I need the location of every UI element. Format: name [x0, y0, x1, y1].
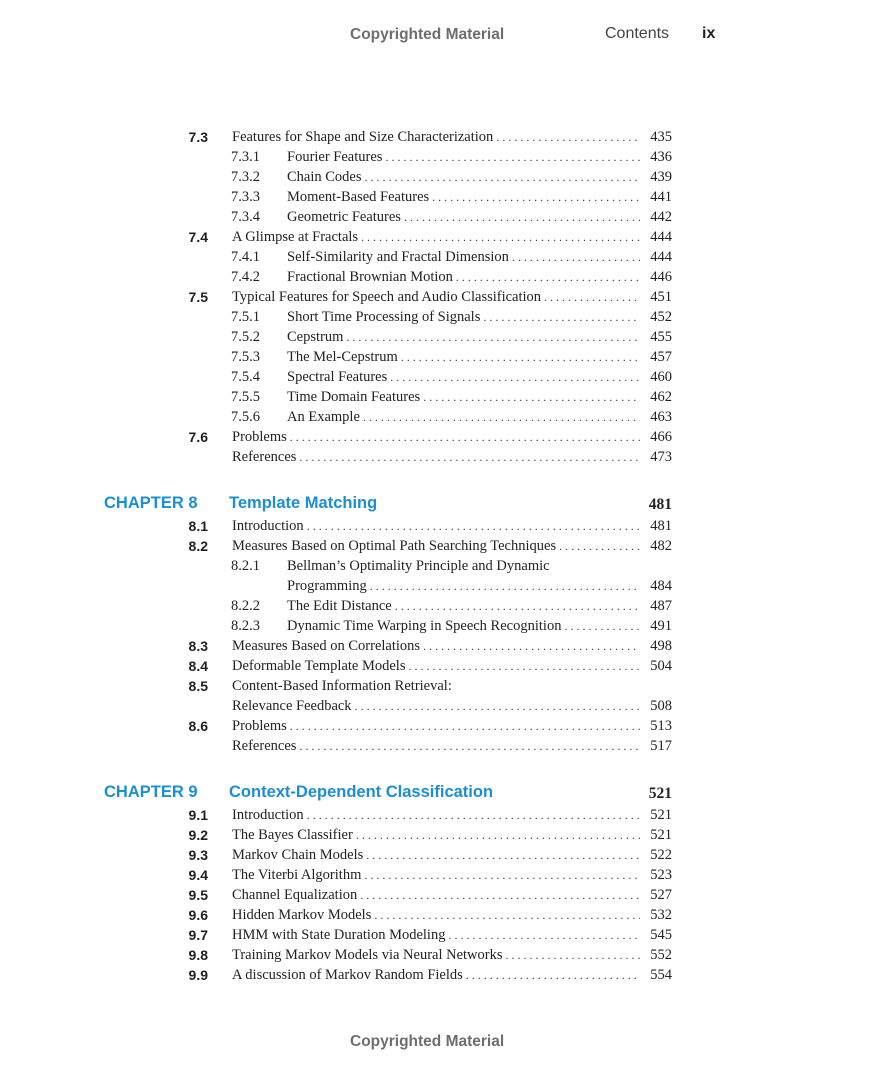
dot-leader [448, 925, 640, 945]
entry-page-number: 532 [650, 907, 672, 923]
dot-leader [559, 536, 640, 556]
entry-title-row [232, 905, 640, 925]
entry-page-number: 481 [650, 518, 672, 534]
entry-title-row [287, 387, 640, 407]
entry-title[interactable]: Self-Similarity and Fractal Dimension [287, 247, 512, 267]
toc-entry[interactable] [0, 427, 870, 447]
entry-title-row [232, 427, 640, 447]
entry-title[interactable]: The Bayes Classifier [232, 825, 356, 845]
entry-title-row [232, 716, 640, 736]
dot-leader [360, 885, 640, 905]
entry-title-row [232, 885, 640, 905]
toc-entry[interactable] [0, 656, 870, 676]
entry-title[interactable]: Time Domain Features [287, 387, 423, 407]
dot-leader [363, 407, 640, 427]
entry-page-number: 442 [650, 209, 672, 225]
entry-page-number: 517 [650, 738, 672, 754]
toc-entry[interactable] [0, 616, 870, 636]
chapter-page: 481 [648, 496, 672, 513]
entry-page-number: 487 [650, 598, 672, 614]
section-number: 8.6 [188, 718, 208, 734]
dot-leader [401, 347, 640, 367]
section-number: 9.7 [188, 927, 208, 943]
entry-page-number: 435 [650, 129, 672, 145]
entry-title-row [287, 576, 640, 596]
toc-entry[interactable] [0, 576, 870, 596]
entry-page-number: 482 [650, 538, 672, 554]
section-number: 9.3 [188, 847, 208, 863]
section-number: 7.4 [188, 229, 208, 245]
entry-title-row [232, 945, 640, 965]
entry-title[interactable]: Cepstrum [287, 327, 346, 347]
entry-title[interactable]: References [232, 447, 299, 467]
toc-entry[interactable] [0, 147, 870, 167]
toc-entry[interactable] [0, 965, 870, 985]
toc-entry[interactable] [0, 287, 870, 307]
entry-page-number: 451 [650, 289, 672, 305]
subsection-number: 8.2.3 [231, 618, 260, 634]
entry-title[interactable]: Hidden Markov Models [232, 905, 374, 925]
entry-title[interactable]: A Glimpse at Fractals [232, 227, 361, 247]
subsection-number: 8.2.2 [231, 598, 260, 614]
entry-page-number: 439 [650, 169, 672, 185]
entry-page-number: 444 [650, 229, 672, 245]
entry-title-row [232, 845, 640, 865]
entry-title[interactable]: Short Time Processing of Signals [287, 307, 483, 327]
section-number: 9.5 [188, 887, 208, 903]
toc-entry[interactable] [0, 447, 870, 467]
dot-leader [385, 147, 640, 167]
section-number: 9.1 [188, 807, 208, 823]
entry-title[interactable]: The Edit Distance [287, 596, 395, 616]
entry-title-row [232, 696, 640, 716]
entry-title[interactable]: Problems [232, 427, 290, 447]
dot-leader [544, 287, 640, 307]
toc-entry[interactable] [0, 127, 870, 147]
entry-title-row [232, 825, 640, 845]
entry-title-row [287, 167, 640, 187]
entry-title-row [287, 407, 640, 427]
entry-page-number: 436 [650, 149, 672, 165]
toc-entry[interactable] [0, 207, 870, 227]
entry-title-row [232, 736, 640, 756]
entry-title[interactable]: Moment-Based Features [287, 187, 432, 207]
toc-entry[interactable] [0, 516, 870, 536]
dot-leader [496, 127, 640, 147]
section-number: 8.1 [188, 518, 208, 534]
entry-title[interactable]: Features for Shape and Size Characterization [232, 127, 496, 147]
entry-title[interactable]: Deformable Template Models [232, 656, 408, 676]
footer-copyright: Copyrighted Material [350, 1033, 505, 1050]
subsection-number: 7.5.3 [231, 349, 260, 365]
entry-title[interactable]: Geometric Features [287, 207, 404, 227]
dot-leader [512, 247, 640, 267]
entry-page-number: 523 [650, 867, 672, 883]
toc-entry[interactable] [0, 327, 870, 347]
header-section-title: Contents [605, 25, 670, 42]
entry-title[interactable]: Typical Features for Speech and Audio Classification [232, 287, 544, 307]
subsection-number: 7.5.6 [231, 409, 260, 425]
entry-title[interactable]: Programming [287, 576, 370, 596]
entry-title[interactable]: Introduction [232, 805, 307, 825]
entry-title-row [232, 227, 640, 247]
entry-title[interactable]: Chain Codes [287, 167, 365, 187]
entry-page-number: 521 [650, 827, 672, 843]
entry-page-number: 462 [650, 389, 672, 405]
subsection-number: 7.3.3 [231, 189, 260, 205]
toc-entry[interactable] [0, 925, 870, 945]
entry-title-row [287, 307, 640, 327]
entry-title-row [232, 865, 640, 885]
entry-title-row [232, 636, 640, 656]
entry-page-number: 446 [650, 269, 672, 285]
entry-title-row [232, 805, 640, 825]
entry-title-row [232, 127, 640, 147]
entry-page-number: 452 [650, 309, 672, 325]
chapter-title[interactable]: Context-Dependent Classification [229, 783, 494, 801]
entry-page-number: 527 [650, 887, 672, 903]
section-number: 9.8 [188, 947, 208, 963]
dot-leader [370, 576, 640, 596]
dot-leader [404, 207, 640, 227]
entry-title-row [287, 347, 640, 367]
entry-title-row [287, 327, 640, 347]
dot-leader [356, 825, 640, 845]
entry-title[interactable]: Dynamic Time Warping in Speech Recognition [287, 616, 564, 636]
toc-entry[interactable] [0, 825, 870, 845]
entry-page-number: 545 [650, 927, 672, 943]
entry-title[interactable]: Channel Equalization [232, 885, 360, 905]
toc-entry[interactable] [0, 676, 870, 696]
dot-leader [299, 447, 640, 467]
entry-page-number: 513 [650, 718, 672, 734]
entry-title-row [287, 207, 640, 227]
entry-title-row [232, 516, 640, 536]
subsection-number: 7.4.2 [231, 269, 260, 285]
entry-title[interactable]: Spectral Features [287, 367, 390, 387]
subsection-number: 7.5.4 [231, 369, 260, 385]
dot-leader [483, 307, 640, 327]
entry-page-number: 491 [650, 618, 672, 634]
dot-leader [365, 167, 640, 187]
entry-page-number: 521 [650, 807, 672, 823]
entry-title[interactable]: The Mel-Cepstrum [287, 347, 401, 367]
toc-entry[interactable] [0, 187, 870, 207]
header-page-number: ix [702, 25, 716, 42]
toc-entry[interactable] [0, 636, 870, 656]
entry-page-number: 484 [650, 578, 672, 594]
toc-entry[interactable] [0, 736, 870, 756]
entry-title[interactable]: HMM with State Duration Modeling [232, 925, 448, 945]
entry-title-row [232, 447, 640, 467]
dot-leader [361, 227, 640, 247]
subsection-number: 7.5.2 [231, 329, 260, 345]
header-copyright: Copyrighted Material [350, 26, 505, 43]
entry-page-number: 473 [650, 449, 672, 465]
toc-entry[interactable] [0, 407, 870, 427]
dot-leader [564, 616, 640, 636]
entry-title[interactable]: Measures Based on Optimal Path Searching Techniques [232, 536, 559, 556]
toc-entry[interactable] [0, 905, 870, 925]
entry-page-number: 457 [650, 349, 672, 365]
dot-leader [290, 716, 640, 736]
section-number: 7.6 [188, 429, 208, 445]
dot-leader [290, 427, 640, 447]
entry-title-row [287, 147, 640, 167]
subsection-number: 7.3.1 [231, 149, 260, 165]
dot-leader [423, 387, 640, 407]
entry-title-row [287, 616, 640, 636]
toc-entry[interactable] [0, 865, 870, 885]
entry-title[interactable]: Training Markov Models via Neural Networks [232, 945, 506, 965]
entry-title-row [287, 556, 640, 576]
section-number: 7.3 [188, 129, 208, 145]
chapter-title[interactable]: Template Matching [229, 494, 378, 512]
toc-entry[interactable] [0, 885, 870, 905]
entry-title[interactable]: Markov Chain Models [232, 845, 366, 865]
subsection-number: 8.2.1 [231, 558, 260, 574]
section-number: 9.9 [188, 967, 208, 983]
dot-leader [374, 905, 640, 925]
subsection-number: 7.3.2 [231, 169, 260, 185]
dot-leader [506, 945, 641, 965]
entry-title-row [232, 965, 640, 985]
entry-page-number: 498 [650, 638, 672, 654]
entry-title[interactable]: Fourier Features [287, 147, 385, 167]
toc-entry[interactable] [0, 536, 870, 556]
entry-title[interactable]: Introduction [232, 516, 307, 536]
toc-entry[interactable] [0, 307, 870, 327]
entry-title-row [287, 596, 640, 616]
section-number: 7.5 [188, 289, 208, 305]
section-number: 8.3 [188, 638, 208, 654]
entry-title[interactable]: Bellman’s Optimality Principle and Dynamic [287, 556, 553, 576]
chapter-label: CHAPTER 9 [104, 783, 198, 801]
entry-title-row [232, 656, 640, 676]
dot-leader [390, 367, 640, 387]
toc-entry[interactable] [0, 227, 870, 247]
entry-title-row [287, 267, 640, 287]
entry-title[interactable]: The Viterbi Algorithm [232, 865, 364, 885]
subsection-number: 7.3.4 [231, 209, 260, 225]
dot-leader [366, 845, 640, 865]
toc-entry[interactable] [0, 716, 870, 736]
entry-title[interactable]: Problems [232, 716, 290, 736]
entry-title-row [232, 676, 640, 696]
chapter-page: 521 [648, 785, 672, 802]
entry-page-number: 504 [650, 658, 672, 674]
toc-entry[interactable] [0, 387, 870, 407]
dot-leader [456, 267, 640, 287]
entry-title[interactable]: Measures Based on Correlations [232, 636, 423, 656]
toc-entry[interactable] [0, 945, 870, 965]
subsection-number: 7.4.1 [231, 249, 260, 265]
entry-title[interactable]: Content-Based Information Retrieval: [232, 676, 455, 696]
entry-page-number: 460 [650, 369, 672, 385]
entry-title[interactable]: References [232, 736, 299, 756]
entry-page-number: 552 [650, 947, 672, 963]
toc-entry[interactable] [0, 696, 870, 716]
entry-title[interactable]: Fractional Brownian Motion [287, 267, 456, 287]
toc-entry[interactable] [0, 596, 870, 616]
dot-leader [395, 596, 640, 616]
entry-title-row [232, 536, 640, 556]
dot-leader [346, 327, 640, 347]
toc-entry[interactable] [0, 247, 870, 267]
entry-page-number: 441 [650, 189, 672, 205]
entry-page-number: 455 [650, 329, 672, 345]
section-number: 9.6 [188, 907, 208, 923]
toc-entry[interactable] [0, 167, 870, 187]
dot-leader [355, 696, 640, 716]
dot-leader [423, 636, 640, 656]
toc-entry[interactable] [0, 367, 870, 387]
section-number: 8.2 [188, 538, 208, 554]
section-number: 9.2 [188, 827, 208, 843]
section-number: 8.4 [188, 658, 208, 674]
dot-leader [466, 965, 640, 985]
toc-entry[interactable] [0, 845, 870, 865]
toc-entry[interactable] [0, 805, 870, 825]
entry-page-number: 554 [650, 967, 672, 983]
entry-page-number: 444 [650, 249, 672, 265]
chapter-label: CHAPTER 8 [104, 494, 198, 512]
entry-title-row [287, 367, 640, 387]
dot-leader [432, 187, 640, 207]
dot-leader [307, 805, 640, 825]
toc-entry[interactable] [0, 556, 870, 576]
entry-title-row [232, 925, 640, 945]
entry-page-number: 463 [650, 409, 672, 425]
toc-entry[interactable] [0, 267, 870, 287]
dot-leader [307, 516, 640, 536]
entry-page-number: 508 [650, 698, 672, 714]
section-number: 9.4 [188, 867, 208, 883]
entry-page-number: 466 [650, 429, 672, 445]
section-number: 8.5 [188, 678, 208, 694]
toc-entry[interactable] [0, 347, 870, 367]
dot-leader [408, 656, 640, 676]
entry-title-row [287, 247, 640, 267]
entry-title-row [232, 287, 640, 307]
entry-title[interactable]: An Example [287, 407, 363, 427]
dot-leader [364, 865, 640, 885]
dot-leader [299, 736, 640, 756]
entry-title[interactable]: Relevance Feedback [232, 696, 355, 716]
entry-page-number: 522 [650, 847, 672, 863]
entry-title[interactable]: A discussion of Markov Random Fields [232, 965, 466, 985]
subsection-number: 7.5.1 [231, 309, 260, 325]
subsection-number: 7.5.5 [231, 389, 260, 405]
entry-title-row [287, 187, 640, 207]
